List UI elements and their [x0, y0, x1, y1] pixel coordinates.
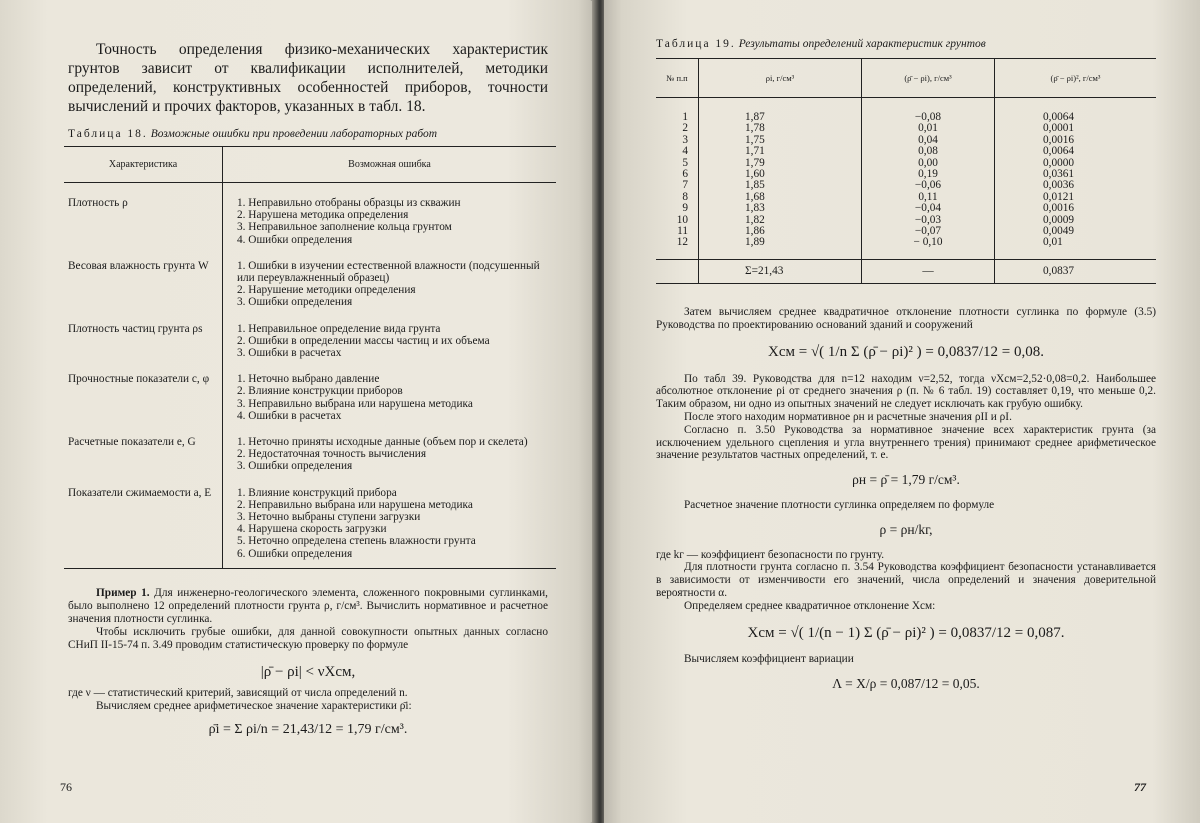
deviation-sq-value: 0,01 — [995, 237, 1157, 259]
table-row — [656, 158, 1156, 169]
formula-design: ρ = ρн/kг, — [879, 521, 933, 537]
deviation-value: 0,04 — [862, 135, 995, 146]
error-item: 3. Ошибки в расчетах — [237, 347, 342, 360]
table-18-label: Таблица 18. — [68, 128, 148, 140]
deviation-sq-value: 0,0064 — [995, 146, 1157, 157]
error-item: 2. Неправильно выбрана или нарушена методика — [237, 498, 473, 511]
characteristic-cell: Расчетные показатели e, G — [64, 422, 223, 473]
paragraph-3: После этого находим нормативное ρн и расчетные значения ρII и ρI. — [684, 411, 1012, 424]
paragraph-5: Расчетное значение плотности суглинка определяем по формуле — [684, 499, 995, 512]
paragraph-4: Согласно п. 3.50 Руководства за нормативное значение всех характеристик грунта (за исключением удельного сцепления и угла внутреннего трения) принимают среднее арифметическое значение результатов частных определений, т. е. — [656, 423, 1156, 462]
sum-density-value: Σ=21,43 — [699, 259, 862, 283]
row-number: 10 — [676, 213, 688, 226]
sum-row — [656, 259, 1156, 283]
density-value: 1,71 — [699, 146, 862, 157]
density-value: 1,89 — [699, 237, 862, 259]
errors-cell — [223, 422, 557, 473]
sum-deviation-sq-value: 0,0837 — [995, 259, 1157, 283]
deviation-value: 0,11 — [862, 192, 995, 203]
deviation-sq-value: 0,0016 — [995, 203, 1157, 214]
characteristic-cell: Весовая влажность грунта W — [64, 246, 223, 309]
errors-cell — [223, 183, 557, 246]
row-number: 6 — [682, 168, 688, 181]
row-number: 2 — [682, 122, 688, 135]
table-row — [656, 135, 1156, 146]
errors-cell — [223, 309, 557, 360]
density-value: 1,75 — [699, 135, 862, 146]
paragraph-6: где kг — коэффициент безопасности по грунту. — [656, 548, 885, 561]
characteristic-cell: Плотность частиц грунта ρs — [64, 309, 223, 360]
deviation-value: −0,03 — [862, 215, 995, 226]
sum-row-number — [656, 259, 699, 283]
deviation-sq-value: 0,0000 — [995, 158, 1157, 169]
row-number: 5 — [682, 156, 688, 169]
errors-cell — [223, 246, 557, 309]
formula-std-2: Xсм = √( 1/(n − 1) Σ (ρ̄ − ρi)² ) = 0,0837/12 = 0,087. — [747, 624, 1065, 641]
table-row — [64, 473, 556, 569]
col-number: № п.п — [656, 59, 699, 98]
table-18-title: Возможные ошибки при проведении лабораторных работ — [150, 128, 438, 140]
error-item: 5. Неточно определена степень влажности грунта — [237, 535, 476, 548]
intro-paragraph: Точность определения физико-механических характеристик грунтов зависит от квалификации исполнителей, методики определений, конструктивных особенностей приборов, точности вычислений и прочих факторов, указанных в табл. 18. — [68, 41, 548, 115]
error-item: 1. Неправильное определение вида грунта — [237, 322, 441, 335]
error-item: 2. Недостаточная точность вычисления — [237, 448, 427, 461]
deviation-sq-value: 0,0009 — [995, 215, 1157, 226]
table-row — [656, 237, 1156, 259]
table-19-caption — [656, 38, 1156, 50]
table-row — [656, 215, 1156, 226]
paragraph-8: Определяем среднее квадратичное отклонение Xсм: — [684, 599, 936, 612]
deviation-value: −0,04 — [862, 203, 995, 214]
page-number-left: 76 — [60, 780, 72, 794]
error-item: 3. Неправильное заполнение кольца грунтом — [237, 221, 452, 234]
deviation-value: 0,19 — [862, 169, 995, 180]
error-item: 1. Влияние конструкций прибора — [237, 486, 397, 499]
errors-cell — [223, 359, 557, 422]
col-deviation: (ρ̄ − ρi), г/см³ — [862, 59, 995, 98]
error-item: 4. Ошибки определения — [237, 233, 353, 246]
col-characteristic: Характеристика — [64, 147, 223, 183]
deviation-value: 0,08 — [862, 146, 995, 157]
row-number: 12 — [656, 237, 699, 259]
row-number: 11 — [677, 225, 688, 238]
error-item: 1. Ошибки в изучении естественной влажности (подсушенный или переувлажненный образец) — [237, 259, 540, 285]
characteristic-cell: Плотность ρ — [64, 183, 223, 246]
paragraph-7: Для плотности грунта согласно п. 3.54 Руководства коэффициент безопасности устанавливается в зависимости от изменчивости его значений, числа определений и значения доверительной вероятности α. — [656, 561, 1156, 600]
example-text-2: Чтобы исключить грубые ошибки, для данной совокупности опытных данных согласно СНиП II-15-74 п. 3.49 проводим статистическую проверку по формуле — [68, 625, 548, 651]
density-value: 1,86 — [699, 226, 862, 237]
deviation-value: 0,00 — [862, 158, 995, 169]
formula-mean: ρ̄i = Σ ρi/n = 21,43/12 = 1,79 г/см³. — [208, 721, 408, 737]
density-value: 1,85 — [699, 180, 862, 191]
density-value: 1,83 — [699, 203, 862, 214]
density-value: 1,60 — [699, 169, 862, 180]
example-text: Для инженерно-геологического элемента, сложенного покровными суглинками, было выполнено 12 определений плотности грунта ρ, г/см³. Вычислить нормативное и расчетное значения плотности суглинка. — [68, 586, 548, 625]
error-item: 3. Ошибки определения — [237, 460, 353, 473]
deviation-value: −0,08 — [862, 98, 995, 124]
error-item: 2. Влияние конструкции приборов — [237, 385, 403, 398]
characteristic-cell: Показатели сжимаемости a, E — [64, 473, 223, 569]
formula-check: |ρ̄ − ρi| < νXсм, — [260, 663, 356, 680]
table-row — [656, 98, 1156, 124]
density-value: 1,87 — [699, 98, 862, 124]
table-18-caption — [68, 128, 548, 140]
col-deviation-sq: (ρ̄ − ρi)², г/см³ — [995, 59, 1157, 98]
table-row — [656, 192, 1156, 203]
table-row — [656, 226, 1156, 237]
table-row — [64, 183, 556, 246]
deviation-value: −0,06 — [862, 180, 995, 191]
error-item: 4. Ошибки в расчетах — [237, 409, 342, 422]
paragraph-9: Вычисляем коэффициент вариации — [684, 653, 854, 666]
sum-deviation-value: — — [862, 259, 995, 283]
deviation-sq-value: 0,0049 — [995, 226, 1157, 237]
error-item: 3. Неточно выбраны ступени загрузки — [237, 511, 421, 524]
example-heading: Пример 1. — [96, 586, 150, 599]
right-page — [604, 0, 1200, 823]
density-value: 1,79 — [699, 158, 862, 169]
error-item: 6. Ошибки определения — [237, 547, 353, 560]
characteristic-cell: Прочностные показатели c, φ — [64, 359, 223, 422]
deviation-sq-value: 0,0016 — [995, 135, 1157, 146]
table-row — [64, 309, 556, 360]
table-row — [656, 146, 1156, 157]
deviation-value: 0,01 — [862, 123, 995, 134]
table-row — [64, 359, 556, 422]
table-row — [656, 169, 1156, 180]
row-number: 8 — [682, 190, 688, 203]
col-density: ρi, г/см³ — [699, 59, 862, 98]
formula-normative: ρн = ρ̄ = 1,79 г/см³. — [852, 472, 960, 488]
error-item: 1. Неточно выбрано давление — [237, 373, 380, 386]
row-number: 1 — [682, 111, 688, 123]
where-nu: где ν — статистический критерий, зависящий от числа определений n. — [68, 686, 408, 699]
table-row — [64, 246, 556, 309]
error-item: 1. Неправильно отобраны образцы из скважин — [237, 197, 461, 209]
error-item: 3. Неправильно выбрана или нарушена методика — [237, 397, 473, 410]
row-number: 3 — [682, 133, 688, 146]
row-number: 9 — [682, 202, 688, 215]
mean-text: Вычисляем среднее арифметическое значение характеристики ρ̄i: — [96, 699, 412, 712]
paragraph-2: По табл 39. Руководства для n=12 находим ν=2,52, тогда νXсм=2,52·0,08=0,2. Наибольшее абсолютное отклонение ρi от среднего значения ρ (п. № 6 табл. 19) составляет 0,19, что меньше 0,2. Таким образом, ни одно из опытных значений не следует исключать как грубую ошибку. — [656, 372, 1156, 411]
density-value: 1,78 — [699, 123, 862, 134]
error-item: 2. Нарушение методики определения — [237, 284, 416, 297]
density-value: 1,68 — [699, 192, 862, 203]
density-value: 1,82 — [699, 215, 862, 226]
row-number: 4 — [682, 145, 688, 158]
deviation-sq-value: 0,0036 — [995, 180, 1157, 191]
results-table — [656, 58, 1156, 284]
errors-cell — [223, 473, 557, 569]
deviation-value: − 0,10 — [862, 237, 995, 259]
table-row — [64, 422, 556, 473]
error-item: 2. Ошибки в определении массы частиц и их объема — [237, 334, 490, 347]
deviation-sq-value: 0,0361 — [995, 169, 1157, 180]
deviation-sq-value: 0,0121 — [995, 192, 1157, 203]
table-row — [656, 203, 1156, 214]
error-item: 1. Неточно приняты исходные данные (объем пор и скелета) — [237, 436, 528, 449]
left-page — [0, 0, 596, 823]
col-possible-error: Возможная ошибка — [223, 147, 557, 183]
deviation-sq-value: 0,0001 — [995, 123, 1157, 134]
error-item: 4. Нарушена скорость загрузки — [237, 523, 387, 536]
table-row — [656, 123, 1156, 134]
deviation-value: −0,07 — [862, 226, 995, 237]
error-item: 3. Ошибки определения — [237, 296, 353, 309]
error-item: 2. Нарушена методика определения — [237, 209, 409, 222]
right-text — [656, 306, 1156, 691]
table-19-label: Таблица 19. — [656, 38, 736, 50]
formula-variation: Λ = X/ρ = 0,087/12 = 0,05. — [832, 676, 980, 692]
formula-std-1: Xсм = √( 1/n Σ (ρ̄ − ρi)² ) = 0,0837/12 = 0,08. — [768, 343, 1044, 360]
errors-table — [64, 146, 556, 569]
row-number: 7 — [682, 179, 688, 192]
table-row — [656, 180, 1156, 191]
example-block — [68, 587, 548, 736]
paragraph-1: Затем вычисляем среднее квадратичное отклонение плотности суглинка по формуле (3.5) Руководства по проектированию оснований зданий и сооружений — [656, 306, 1156, 332]
deviation-sq-value: 0,0064 — [995, 98, 1157, 124]
table-19-title: Результаты определений характеристик грунтов — [738, 38, 986, 50]
page-number-right: 77 — [1134, 780, 1146, 794]
